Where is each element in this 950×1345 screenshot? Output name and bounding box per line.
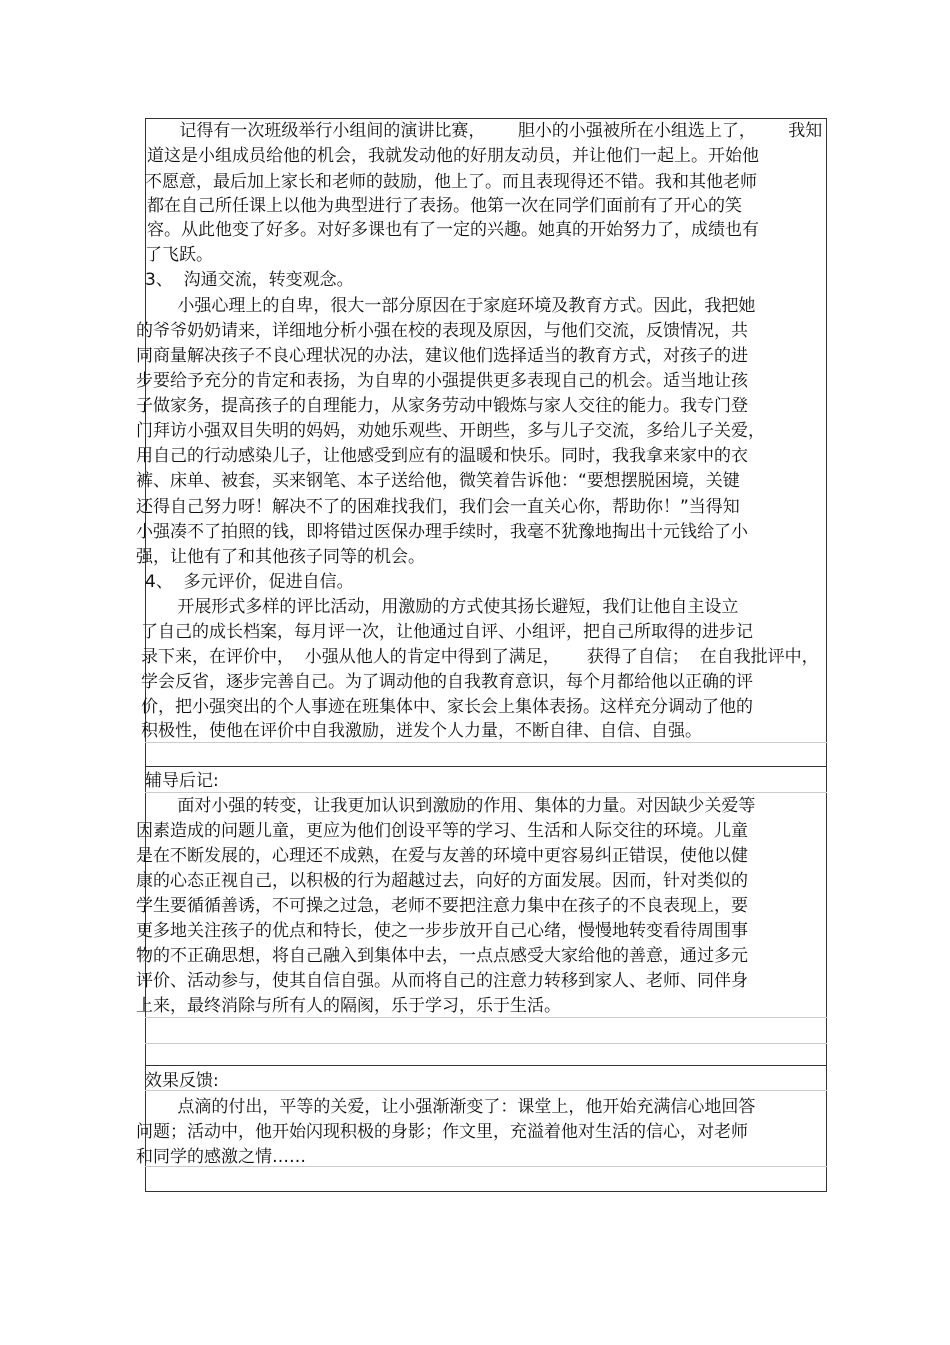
paragraph-line: 子做家务，提高孩子的自理能力，从家务劳动中锻炼与家人交往的能力。我专门登 [136,396,748,416]
section-heading: 3、 沟通交流，转变观念。 [145,270,354,290]
paragraph-line: 物的不正确思想，将自己融入到集体中去，一点点感受大家给他的善意，通过多元 [136,946,748,966]
paragraph-line: 都在自己所任课上以他为典型进行了表扬。他第一次在同学们面前有了开心的笑 [147,196,742,216]
divider [145,742,827,743]
paragraph-line: 和同学的感激之情…… [136,1147,306,1167]
paragraph-line: 道这是小组成员给他的机会，我就发动他的好朋友动员，并让他们一起上。开始他 [147,146,759,166]
divider [145,792,827,793]
paragraph-line: 开展形式多样的评比活动，用激励的方式使其扬长避短，我们让他自主设立 [145,597,739,617]
paragraph-line: 裤、床单、被套，买来钢笔、本子送给他，微笑着告诉他：“要想摆脱困境，关键 [136,471,740,491]
feedback-title: 效果反馈: [145,1071,219,1091]
paragraph-line: 步要给予充分的肯定和表扬，为自卑的小强提供更多表现自己的机会。适当地让孩 [136,371,748,391]
paragraph-line: 的爷爷奶奶请来，详细地分析小强在校的表现及原因，与他们交流，反馈情况，共 [136,321,748,341]
section-divider [145,766,827,767]
section-divider [145,1065,827,1066]
paragraph-line: 更多地关注孩子的优点和特长，使之一步步放开自己心绪，慢慢地转变看待周围事 [136,921,748,941]
paragraph-line: 用自己的行动感染儿子，让他感受到应有的温暖和快乐。同时，我我拿来家中的衣 [136,446,748,466]
paragraph-line: 问题；活动中，他开始闪现积极的身影；作文里，充溢着他对生活的信心，对老师 [136,1122,748,1142]
paragraph-line: 还得自己努力呀！解决不了的困难找我们，我们会一直关心你，帮助你！”当得知 [136,497,740,517]
section-heading: 4、 多元评价，促进自信。 [145,572,354,592]
divider [145,1090,827,1091]
paragraph-line: 了自己的成长档案，每月评一次，让他通过自评、小组评，把自己所取得的进步记 [141,622,753,642]
paragraph-line: 上来，最终消除与所有人的隔阂，乐于学习，乐于生活。 [136,996,561,1016]
paragraph-line: 不愿意，最后加上家长和老师的鼓励，他上了。而且表现得还不错。我和其他老师 [145,172,757,192]
afterword-title: 辅导后记: [145,771,219,791]
paragraph-line: 价，把小强突出的个人事迹在班集体中、家长会上集体表扬。这样充分调动了他的 [141,697,753,717]
paragraph-line: 同商量解决孩子不良心理状况的办法，建议他们选择适当的教育方式，对孩子的进 [136,346,748,366]
paragraph-line: 因素造成的问题儿童，更应为他们创设平等的学习、生活和人际交往的环境。儿童 [136,821,748,841]
paragraph-line: 小强凑不了拍照的钱，即将错过医保办理手续时，我毫不犹豫地掏出十元钱给了小 [136,522,748,542]
paragraph-line: 记得有一次班级举行小组间的演讲比赛， 胆小的小强被所在小组选上了， 我知 [147,121,823,141]
paragraph-line: 学会反省，逐步完善自己。为了调动他的自我教育意识，每个月都给他以正确的评 [141,672,753,692]
paragraph-line: 面对小强的转变，让我更加认识到激励的作用、集体的力量。对因缺少关爱等 [145,796,756,816]
paragraph-line: 强，让他有了和其他孩子同等的机会。 [136,547,425,567]
paragraph-line: 了飞跃。 [145,245,213,265]
paragraph-line: 积极性，使他在评价中自我激励，迸发个人力量，不断自律、自信、自强。 [141,721,702,741]
paragraph-line: 学生要循循善诱，不可操之过急，老师不要把注意力集中在孩子的不良表现上，要 [136,896,748,916]
paragraph-line: 评价、活动参与，使其自信自强。从而将自己的注意力转移到家人、老师、同伴身 [136,971,748,991]
paragraph-line: 门拜访小强双目失明的妈妈，劝她乐观些、开朗些，多与儿子交流，多给儿子关爱， [136,421,765,441]
divider [145,1017,827,1018]
paragraph-line: 康的心态正视自己，以积极的行为超越过去，向好的方面发展。因而，针对类似的 [136,871,748,891]
paragraph-line: 容。从此他变了好多。对好多课也有了一定的兴趣。她真的开始努力了，成绩也有 [147,220,759,240]
paragraph-line: 录下来，在评价中， 小强从他人的肯定中得到了满足， 获得了自信； 在自我批评中， [141,647,819,667]
paragraph-line: 是在不断发展的，心理还不成熟，在爱与友善的环境中更容易纠正错误，使他以健 [136,846,748,866]
divider [145,1043,827,1044]
paragraph-line: 小强心理上的自卑，很大一部分原因在于家庭环境及教育方式。因此，我把她 [145,296,756,316]
paragraph-line: 点滴的付出，平等的关爱，让小强渐渐变了：课堂上，他开始充满信心地回答 [145,1097,756,1117]
